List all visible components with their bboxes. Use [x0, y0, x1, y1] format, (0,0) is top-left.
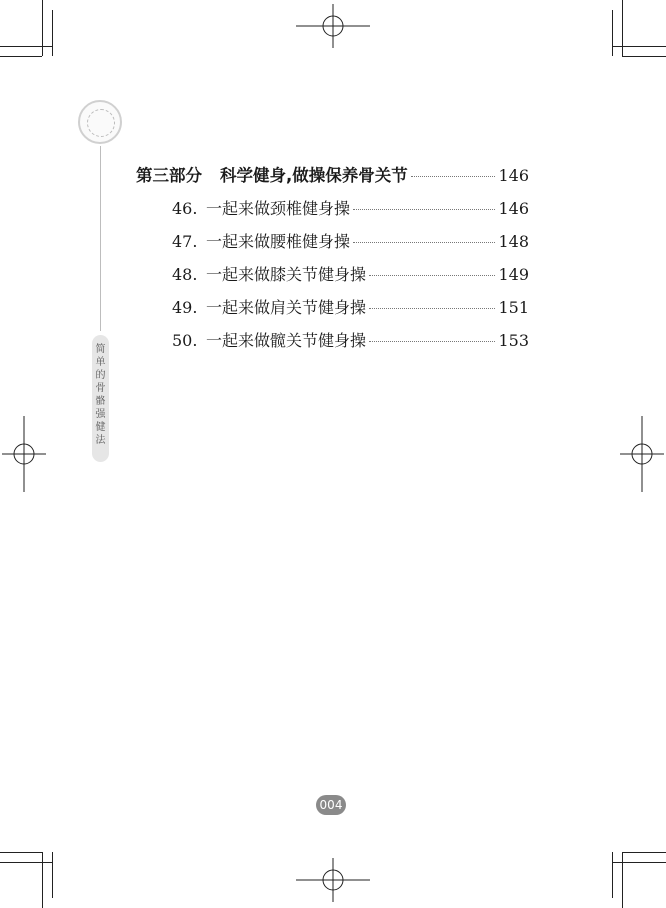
registration-mark-left	[2, 416, 46, 492]
entry-title: 一起来做膝关节健身操	[206, 265, 367, 284]
toc-entry[interactable]	[172, 229, 529, 251]
registration-mark-top	[296, 4, 370, 48]
dot-leader	[411, 176, 496, 177]
side-title-char: 强	[95, 409, 106, 420]
side-title-char: 简	[95, 344, 106, 355]
entry-title: 一起来做颈椎健身操	[206, 199, 351, 218]
side-rule-line	[100, 146, 101, 331]
dot-leader	[369, 341, 495, 342]
toc-part-heading[interactable]	[136, 162, 529, 184]
part-title: 科学健身,做操保养骨关节	[220, 166, 408, 185]
dot-leader	[369, 275, 495, 276]
entry-number: 50.	[172, 331, 198, 350]
entry-page-number: 153	[498, 331, 529, 350]
page-number-badge: 004	[316, 795, 346, 815]
dot-leader	[353, 209, 495, 210]
entry-title: 一起来做髋关节健身操	[206, 331, 367, 350]
entry-title: 一起来做腰椎健身操	[206, 232, 351, 251]
entry-title: 一起来做肩关节健身操	[206, 298, 367, 317]
entry-number: 47.	[172, 232, 198, 251]
side-title-char: 单	[95, 357, 106, 368]
entry-page-number: 151	[498, 298, 529, 317]
toc-entry[interactable]	[172, 196, 529, 218]
entry-page-number: 146	[498, 199, 529, 218]
side-title-char: 法	[95, 435, 106, 446]
toc-entry[interactable]	[172, 295, 529, 317]
side-title-char: 的	[95, 370, 106, 381]
side-title-char: 骨	[95, 383, 106, 394]
dot-leader	[369, 308, 495, 309]
entry-number: 49.	[172, 298, 198, 317]
side-title-char: 骼	[95, 396, 106, 407]
entry-number: 48.	[172, 265, 198, 284]
entry-page-number: 148	[498, 232, 529, 251]
toc-entry[interactable]	[172, 262, 529, 284]
side-book-title	[92, 343, 109, 447]
entry-number: 46.	[172, 199, 198, 218]
entry-page-number: 149	[498, 265, 529, 284]
registration-mark-right	[620, 416, 664, 492]
side-title-char: 健	[95, 422, 106, 433]
dot-leader	[353, 242, 495, 243]
registration-mark-bottom	[296, 858, 370, 902]
part-label: 第三部分	[136, 166, 202, 185]
toc-entry[interactable]	[172, 328, 529, 350]
part-page-number: 146	[498, 166, 529, 185]
seal-emblem	[78, 100, 122, 144]
